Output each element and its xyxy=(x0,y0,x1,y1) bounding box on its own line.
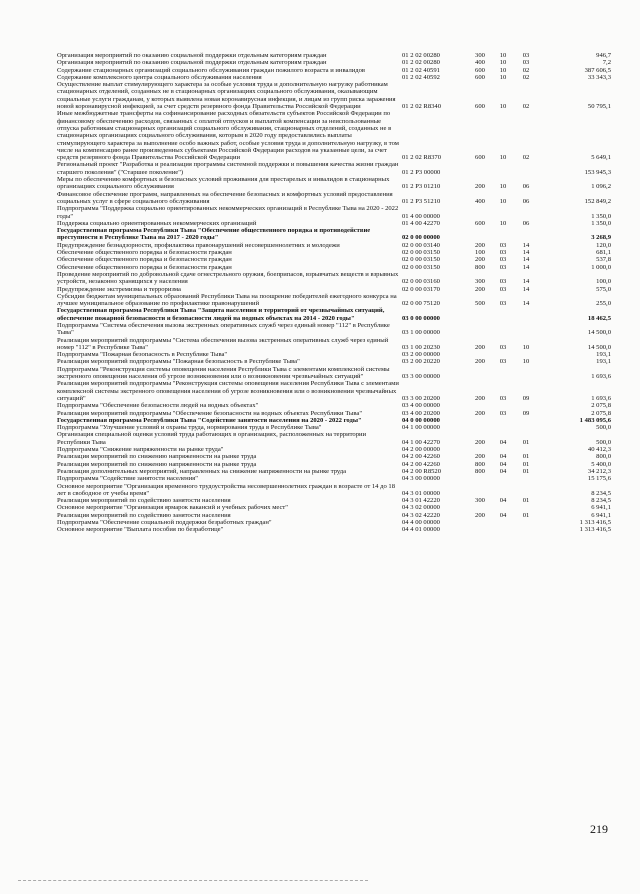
row-expense-type: 400 xyxy=(475,59,485,67)
row-expense-type xyxy=(469,504,491,511)
row-name: Реализация мероприятий подпрограммы "Система обеспечения вызова экстренных оперативных служб через единый номер "112" в Республике Тыва" xyxy=(57,336,389,351)
row-subsection: 01 xyxy=(522,460,530,468)
row-target-code: 04 2 00 42260 xyxy=(402,453,440,461)
row-subsection: 02 xyxy=(522,103,530,111)
row-subsection xyxy=(515,205,537,220)
row-subsection: 01 xyxy=(522,453,530,461)
table-row xyxy=(56,286,612,293)
row-name: Подпрограмма "Снижение напряженности на рынке труда" xyxy=(57,446,224,454)
row-target-code: 02 0 00 03150 xyxy=(402,263,440,271)
row-target-code: 02 0 00 75120 xyxy=(402,300,440,308)
row-target-code: 01 2 P3 01210 xyxy=(402,183,441,191)
row-name: Иные межбюджетные трансферты на софинансирование расходных обязательств субъектов Российской Федерации по финансовому обеспечению расходов, связанных с оплатой отпусков и выплатой компенсации за неиспользованные отпуска работникам стационарных организаций социального обслуживания, стационарных отделений, созданных не в стационарных организациях социального обслуживания, которым в 2020 году предоставлялись выплаты стимулирующего характера за выполнение особо важных работ, особые условия труда и дополнительную нагрузку, в том числе на компенсацию ранее произведенных субъектами Российской Федерации расходов на указанные цели, за счет средств резервного фонда Правительства Российской Федерации xyxy=(57,110,399,162)
row-name: Реализация мероприятий по снижению напряженности на рынке труда xyxy=(57,460,257,468)
table-row xyxy=(56,366,612,381)
row-amount: 8 234,5 xyxy=(591,489,611,497)
row-target-code: 03 1 00 00000 xyxy=(402,329,440,337)
row-name: Реализация мероприятий подпрограммы "Пожарная безопасность в Республике Тыва" xyxy=(57,358,300,366)
row-section: 10 xyxy=(499,52,507,59)
row-name: Субсидии бюджетам муниципальных образований Республики Тыва на поощрение победителей ежегодного конкурса на лучшее муниципальное образование по профилактике правонарушений xyxy=(57,292,397,308)
row-name: Организация специальной оценки условий труда работающих в организациях, расположенных на территории Республики Тыва xyxy=(57,431,367,446)
table-row xyxy=(56,264,612,271)
row-amount: 152 849,2 xyxy=(584,197,611,205)
row-name: Осуществление выплат стимулирующего характера за особые условия труда и дополнительную нагрузку работникам стационарных отделений, созданных не в стационарных организациях социального обслуживания, оказывающим социальные услуги гражданам, у которых выявлена новая коронавирусная инфекция, и лицам из групп риска заражения новой коронавирусной инфекцией, за счет средств резервного фонда Правительства Российской Федерации xyxy=(57,81,396,111)
row-amount: 15 175,6 xyxy=(587,475,611,483)
row-amount: 1 313 416,5 xyxy=(579,526,611,534)
row-target-code: 01 2 02 R8370 xyxy=(402,154,442,162)
row-amount: 14 500,0 xyxy=(587,329,611,337)
table-row xyxy=(56,249,612,256)
row-section xyxy=(491,161,515,176)
row-amount: 100,0 xyxy=(596,278,611,286)
row-section xyxy=(491,483,515,498)
row-subsection xyxy=(515,402,537,409)
row-expense-type xyxy=(469,519,491,526)
row-name: Подпрограмма "Содействие занятости населения" xyxy=(57,475,198,483)
row-subsection: 02 xyxy=(522,66,530,74)
row-target-code: 03 0 00 00000 xyxy=(402,314,440,322)
row-subsection: 02 xyxy=(522,154,530,162)
row-name: Содержание комплексного центра социального обслуживания населения xyxy=(57,73,262,81)
row-section: 04 xyxy=(499,467,507,475)
row-subsection: 06 xyxy=(522,219,530,227)
row-target-code: 04 2 00 R8520 xyxy=(402,467,442,475)
row-section: 03 xyxy=(499,278,507,286)
table-row xyxy=(56,512,612,519)
row-name: Подпрограмма "Обеспечение безопасности людей на водных объектах" xyxy=(57,402,259,410)
row-amount: 1 350,0 xyxy=(591,219,611,227)
row-target-code: 04 4 00 00000 xyxy=(402,519,440,526)
row-amount: 33 343,3 xyxy=(587,73,611,81)
row-target-code: 04 3 00 00000 xyxy=(402,475,440,483)
row-section: 10 xyxy=(499,183,507,191)
row-name: Подпрограмма "Пожарная безопасность в Республике Тыва" xyxy=(57,351,228,359)
row-amount: 500,0 xyxy=(596,424,611,432)
row-subsection: 01 xyxy=(522,497,530,505)
row-amount: 2 075,8 xyxy=(591,402,611,410)
row-subsection: 01 xyxy=(522,511,530,519)
row-target-code: 03 4 00 20200 xyxy=(402,409,440,417)
row-name: Предупреждение безнадзорности, профилактика правонарушений несовершеннолетних и молодежи xyxy=(57,241,340,249)
row-target-code: 03 2 00 20220 xyxy=(402,358,440,366)
row-expense-type xyxy=(469,351,491,358)
table-row xyxy=(56,380,612,402)
row-target-code: 02 0 00 03150 xyxy=(402,256,440,264)
table-row xyxy=(56,176,612,191)
row-expense-type xyxy=(469,402,491,409)
row-section xyxy=(491,366,515,381)
row-subsection xyxy=(515,483,537,498)
row-name: Подпрограмма "Улучшение условий и охраны труда, нормирования труда в Республике Тыва" xyxy=(57,424,322,432)
row-section: 03 xyxy=(499,343,507,351)
row-name: Реализация мероприятий подпрограммы "Обеспечение безопасности на водных объектах Республики Тыва" xyxy=(57,409,363,417)
row-name: Реализация мероприятий по снижению напряженности на рынке труда xyxy=(57,453,257,461)
row-expense-type: 600 xyxy=(475,219,485,227)
row-name: Поддержка социально ориентированных некоммерческих организаций xyxy=(57,219,257,227)
row-section: 10 xyxy=(499,66,507,74)
row-name: Подпрограмма "Поддержка социально ориентированных некоммерческих организаций в Республике Тыва на 2020 - 2022 годы" xyxy=(57,205,399,220)
row-section: 10 xyxy=(499,197,507,205)
row-section: 04 xyxy=(499,438,507,446)
row-name: Финансовое обеспечение программ, направленных на обеспечение безопасных и комфортных условий предоставления социальных услуг в сфере социального обслуживания xyxy=(57,190,393,205)
row-amount: 3 268,9 xyxy=(591,234,611,242)
row-amount: 153 945,3 xyxy=(584,168,611,176)
row-target-code: 04 3 01 42220 xyxy=(402,497,440,505)
row-amount: 2 075,8 xyxy=(591,409,611,417)
table-row xyxy=(56,205,612,220)
row-subsection xyxy=(515,519,537,526)
row-target-code: 04 1 00 42270 xyxy=(402,438,440,446)
row-expense-type: 100 xyxy=(475,249,485,257)
row-amount: 18 462,5 xyxy=(587,314,611,322)
row-expense-type xyxy=(469,424,491,431)
row-amount: 1 313 416,5 xyxy=(579,519,611,526)
row-name: Предупреждение экстремизма и терроризма xyxy=(57,285,181,293)
table-row xyxy=(56,256,612,263)
row-expense-type: 200 xyxy=(475,285,485,293)
row-subsection xyxy=(515,161,537,176)
table-row xyxy=(56,52,612,59)
row-subsection xyxy=(515,475,537,482)
row-name: Подпрограмма "Обеспечение социальной поддержки безработных граждан" xyxy=(57,519,272,526)
row-expense-type xyxy=(469,307,491,322)
row-subsection: 09 xyxy=(522,394,530,402)
row-name: Организация мероприятий по оказанию социальной поддержки отдельным категориям граждан xyxy=(57,59,327,67)
row-amount: 6 941,1 xyxy=(591,511,611,519)
row-target-code: 04 2 00 42260 xyxy=(402,460,440,468)
row-subsection: 01 xyxy=(522,467,530,475)
row-target-code: 02 0 00 03170 xyxy=(402,285,440,293)
row-expense-type: 200 xyxy=(475,438,485,446)
table-row xyxy=(56,417,612,424)
row-name: Обеспечение общественного порядка и безопасности граждан xyxy=(57,256,232,264)
row-subsection xyxy=(515,446,537,453)
table-row xyxy=(56,519,612,526)
table-row xyxy=(56,271,612,286)
row-expense-type xyxy=(469,366,491,381)
table-row xyxy=(56,497,612,504)
row-name: Государственная программа Республики Тыва "Содействие занятости населения на 2020 - 2022 годы" xyxy=(57,416,362,424)
table-row xyxy=(56,431,612,446)
row-name: Основное мероприятие "Организация временного трудоустройства несовершеннолетних граждан в возрасте от 14 до 18 лет в свободное от учебы время" xyxy=(57,482,395,497)
row-subsection xyxy=(515,526,537,533)
row-expense-type: 200 xyxy=(475,241,485,249)
row-subsection: 03 xyxy=(522,59,530,67)
table-row xyxy=(56,453,612,460)
row-section xyxy=(491,322,515,337)
row-section xyxy=(491,351,515,358)
row-amount: 1 693,6 xyxy=(591,394,611,402)
row-amount: 193,1 xyxy=(596,351,611,359)
row-subsection: 14 xyxy=(522,263,530,271)
table-row xyxy=(56,424,612,431)
row-section: 04 xyxy=(499,460,507,468)
row-expense-type: 200 xyxy=(475,256,485,264)
row-target-code: 04 2 00 00000 xyxy=(402,446,440,454)
table-row xyxy=(56,461,612,468)
table-row xyxy=(56,227,612,242)
table-row xyxy=(56,475,612,482)
row-subsection xyxy=(515,227,537,242)
row-expense-type: 200 xyxy=(475,394,485,402)
row-target-code: 01 2 02 R8340 xyxy=(402,103,442,111)
row-expense-type: 200 xyxy=(475,453,485,461)
table-row xyxy=(56,74,612,81)
row-expense-type: 800 xyxy=(475,467,485,475)
row-section xyxy=(491,402,515,409)
table-row xyxy=(56,307,612,322)
row-section: 04 xyxy=(499,511,507,519)
row-target-code: 04 3 02 42220 xyxy=(402,511,440,519)
row-subsection: 01 xyxy=(522,438,530,446)
row-amount: 800,0 xyxy=(596,453,611,461)
table-row xyxy=(56,161,612,176)
table-row xyxy=(56,468,612,475)
row-target-code: 04 0 00 00000 xyxy=(402,416,440,424)
row-expense-type xyxy=(469,446,491,453)
table-row xyxy=(56,322,612,337)
table-row xyxy=(56,242,612,249)
row-amount: 40 412,3 xyxy=(587,446,611,454)
row-amount: 255,0 xyxy=(596,300,611,308)
row-amount: 575,0 xyxy=(596,285,611,293)
row-section xyxy=(491,424,515,431)
row-target-code: 04 3 01 00000 xyxy=(402,489,440,497)
row-section: 10 xyxy=(499,103,507,111)
row-name: Государственная программа Республики Тыва "Защита населения и территорий от чрезвычайных ситуаций, обеспечение пожарной безопасности и безопасности людей на водных объектах на 2014 - 2020 годы" xyxy=(57,307,385,322)
row-section: 03 xyxy=(499,249,507,257)
row-section: 04 xyxy=(499,453,507,461)
row-amount: 681,1 xyxy=(596,249,611,257)
row-expense-type: 200 xyxy=(475,358,485,366)
row-amount: 50 795,1 xyxy=(587,103,611,111)
row-name: Реализация мероприятий по содействию занятости населения xyxy=(57,497,231,505)
table-row xyxy=(56,410,612,417)
row-subsection: 14 xyxy=(522,300,530,308)
row-expense-type: 200 xyxy=(475,183,485,191)
row-name: Реализация мероприятий подпрограммы "Реконструкция системы оповещения населения Республики Тыва с элементами комплексной системы экстренного оповещения населения об угрозе возникновения или о возникновении чрезвычайных ситуаций" xyxy=(57,380,399,402)
row-section xyxy=(491,307,515,322)
row-subsection: 03 xyxy=(522,52,530,59)
row-expense-type: 200 xyxy=(475,511,485,519)
page-number: 219 xyxy=(590,822,608,836)
row-name: Основное мероприятие "Организация ярмарок вакансий и учебных рабочих мест" xyxy=(57,504,288,512)
row-name: Организация мероприятий по оказанию социальной поддержки отдельным категориям граждан xyxy=(57,52,327,59)
table-row xyxy=(56,337,612,352)
row-subsection: 14 xyxy=(522,241,530,249)
row-subsection xyxy=(515,322,537,337)
row-amount: 1 350,0 xyxy=(591,212,611,220)
row-expense-type: 600 xyxy=(475,103,485,111)
row-target-code: 01 2 02 00280 xyxy=(402,59,440,67)
table-row xyxy=(56,220,612,227)
row-subsection: 14 xyxy=(522,256,530,264)
row-amount: 5 400,0 xyxy=(591,460,611,468)
row-section: 04 xyxy=(499,497,507,505)
row-subsection xyxy=(515,351,537,358)
table-row xyxy=(56,446,612,453)
row-amount: 8 234,5 xyxy=(591,497,611,505)
row-name: Реализация мероприятий по содействию занятости населения xyxy=(57,511,231,519)
row-target-code: 03 3 00 00000 xyxy=(402,373,440,381)
row-subsection: 14 xyxy=(522,249,530,257)
row-amount: 1 096,2 xyxy=(591,183,611,191)
row-name: Обеспечение общественного порядка и безопасности граждан xyxy=(57,249,232,257)
row-expense-type xyxy=(469,417,491,424)
row-name: Проведение мероприятий по добровольной сдаче огнестрельного оружия, боеприпасов, взрывчатых веществ и взрывных устройств, незаконно хранящихся у населения xyxy=(57,270,399,286)
row-section: 03 xyxy=(499,300,507,308)
row-expense-type xyxy=(469,161,491,176)
row-subsection: 06 xyxy=(522,183,530,191)
row-expense-type xyxy=(469,227,491,242)
row-subsection: 14 xyxy=(522,285,530,293)
row-section: 10 xyxy=(499,219,507,227)
row-amount: 6 941,1 xyxy=(591,504,611,512)
table-row xyxy=(56,81,612,110)
row-amount: 7,2 xyxy=(602,59,611,67)
row-expense-type xyxy=(469,475,491,482)
row-name: Содержание стационарных организаций социального обслуживания граждан пожилого возраста и инвалидов xyxy=(57,66,366,74)
row-expense-type: 800 xyxy=(475,263,485,271)
row-target-code: 03 2 00 00000 xyxy=(402,351,440,359)
row-expense-type: 600 xyxy=(475,154,485,162)
budget-table xyxy=(56,52,612,534)
row-subsection xyxy=(515,424,537,431)
row-subsection: 06 xyxy=(522,197,530,205)
table-row xyxy=(56,191,612,206)
row-target-code: 02 0 00 03160 xyxy=(402,278,440,286)
table-row xyxy=(56,110,612,161)
row-expense-type: 400 xyxy=(475,197,485,205)
row-amount: 946,7 xyxy=(596,52,611,59)
row-amount: 5 649,1 xyxy=(591,154,611,162)
bottom-rule xyxy=(18,880,368,881)
row-target-code: 01 2 02 00280 xyxy=(402,52,440,59)
row-amount: 14 500,0 xyxy=(587,343,611,351)
row-expense-type xyxy=(469,526,491,533)
row-target-code: 02 0 00 03140 xyxy=(402,241,440,249)
row-target-code: 02 0 00 03150 xyxy=(402,249,440,257)
row-expense-type: 200 xyxy=(475,343,485,351)
row-subsection: 10 xyxy=(522,358,530,366)
table-row xyxy=(56,526,612,533)
row-amount: 193,1 xyxy=(596,358,611,366)
row-name: Реализация дополнительных мероприятий, направленных на снижение напряженности на рынке труда xyxy=(57,467,347,475)
row-section: 03 xyxy=(499,394,507,402)
row-subsection: 02 xyxy=(522,73,530,81)
row-name: Региональный проект "Разработка и реализация программы системной поддержки и повышения качества жизни граждан старшего поколения" ("Старшее поколение") xyxy=(57,161,399,176)
row-section: 03 xyxy=(499,256,507,264)
row-target-code: 03 4 00 00000 xyxy=(402,402,440,410)
row-amount: 120,0 xyxy=(596,241,611,249)
row-amount: 387 606,5 xyxy=(584,66,611,74)
table-row xyxy=(56,67,612,74)
row-amount: 34 212,3 xyxy=(587,467,611,475)
row-expense-type xyxy=(469,322,491,337)
table-row xyxy=(56,351,612,358)
row-target-code: 01 2 02 40592 xyxy=(402,73,440,81)
row-section xyxy=(491,446,515,453)
row-expense-type: 500 xyxy=(475,300,485,308)
row-target-code: 03 3 00 20200 xyxy=(402,394,440,402)
row-section xyxy=(491,526,515,533)
table-row xyxy=(56,504,612,511)
row-name: Основное мероприятие "Выплата пособия по безработице" xyxy=(57,526,224,534)
row-target-code: 04 3 02 00000 xyxy=(402,504,440,512)
row-name: Государственная программа Республики Тыва "Обеспечение общественного порядка и противодействие преступности в Республике Тыва на 2017 - 2020 годы" xyxy=(57,227,371,242)
table-row xyxy=(56,483,612,498)
row-section xyxy=(491,417,515,424)
row-target-code: 04 4 01 00000 xyxy=(402,526,440,534)
row-target-code: 01 2 P3 51210 xyxy=(402,197,441,205)
row-expense-type: 200 xyxy=(475,409,485,417)
row-target-code: 04 1 00 00000 xyxy=(402,424,440,432)
row-target-code: 03 1 00 20230 xyxy=(402,343,440,351)
row-subsection xyxy=(515,307,537,322)
row-name: Подпрограмма "Система обеспечения вызова экстренных оперативных служб через единый номер "112" в Республике Тыва" xyxy=(57,321,390,337)
row-expense-type: 600 xyxy=(475,73,485,81)
table-row xyxy=(56,293,612,308)
row-section: 03 xyxy=(499,358,507,366)
row-subsection: 10 xyxy=(522,343,530,351)
row-section: 03 xyxy=(499,409,507,417)
row-amount: 537,8 xyxy=(596,256,611,264)
row-subsection xyxy=(515,366,537,381)
row-section xyxy=(491,205,515,220)
budget-table-body xyxy=(56,52,612,534)
table-row xyxy=(56,59,612,66)
table-row xyxy=(56,358,612,365)
row-subsection: 09 xyxy=(522,409,530,417)
row-expense-type xyxy=(469,483,491,498)
row-target-code: 01 4 00 00000 xyxy=(402,212,440,220)
row-section: 03 xyxy=(499,241,507,249)
row-name: Обеспечение общественного порядка и безопасности граждан xyxy=(57,263,232,271)
row-expense-type xyxy=(469,205,491,220)
row-subsection: 14 xyxy=(522,278,530,286)
row-amount: 1 693,6 xyxy=(591,373,611,381)
row-section: 10 xyxy=(499,154,507,162)
row-section xyxy=(491,475,515,482)
row-amount: 1 000,0 xyxy=(591,263,611,271)
row-subsection xyxy=(515,417,537,424)
row-amount: 1 483 095,6 xyxy=(579,416,611,424)
row-section xyxy=(491,519,515,526)
row-section: 10 xyxy=(499,73,507,81)
row-name: Подпрограмма "Реконструкция системы оповещения населения Республики Тыва с элементами комплексной системы экстренного оповещения населения об угрозе возникновения или о возникновении чрезвычайных ситуаций" xyxy=(57,365,390,381)
row-section xyxy=(491,504,515,511)
row-expense-type: 800 xyxy=(475,460,485,468)
row-section xyxy=(491,227,515,242)
row-section: 03 xyxy=(499,263,507,271)
row-section: 03 xyxy=(499,285,507,293)
row-expense-type: 300 xyxy=(475,52,485,59)
row-target-code: 01 4 00 42270 xyxy=(402,219,440,227)
row-subsection xyxy=(515,504,537,511)
row-expense-type: 600 xyxy=(475,66,485,74)
row-expense-type: 300 xyxy=(475,497,485,505)
row-name: Меры по обеспечению комфортных и безопасных условий проживания для престарелых и инвалидов в стационарных организациях социального обслуживания xyxy=(57,176,390,191)
row-target-code: 01 2 P3 00000 xyxy=(402,168,441,176)
row-target-code: 02 0 00 00000 xyxy=(402,234,440,242)
row-target-code: 01 2 02 40591 xyxy=(402,66,440,74)
table-row xyxy=(56,402,612,409)
row-section: 10 xyxy=(499,59,507,67)
row-amount: 500,0 xyxy=(596,438,611,446)
row-expense-type: 300 xyxy=(475,278,485,286)
